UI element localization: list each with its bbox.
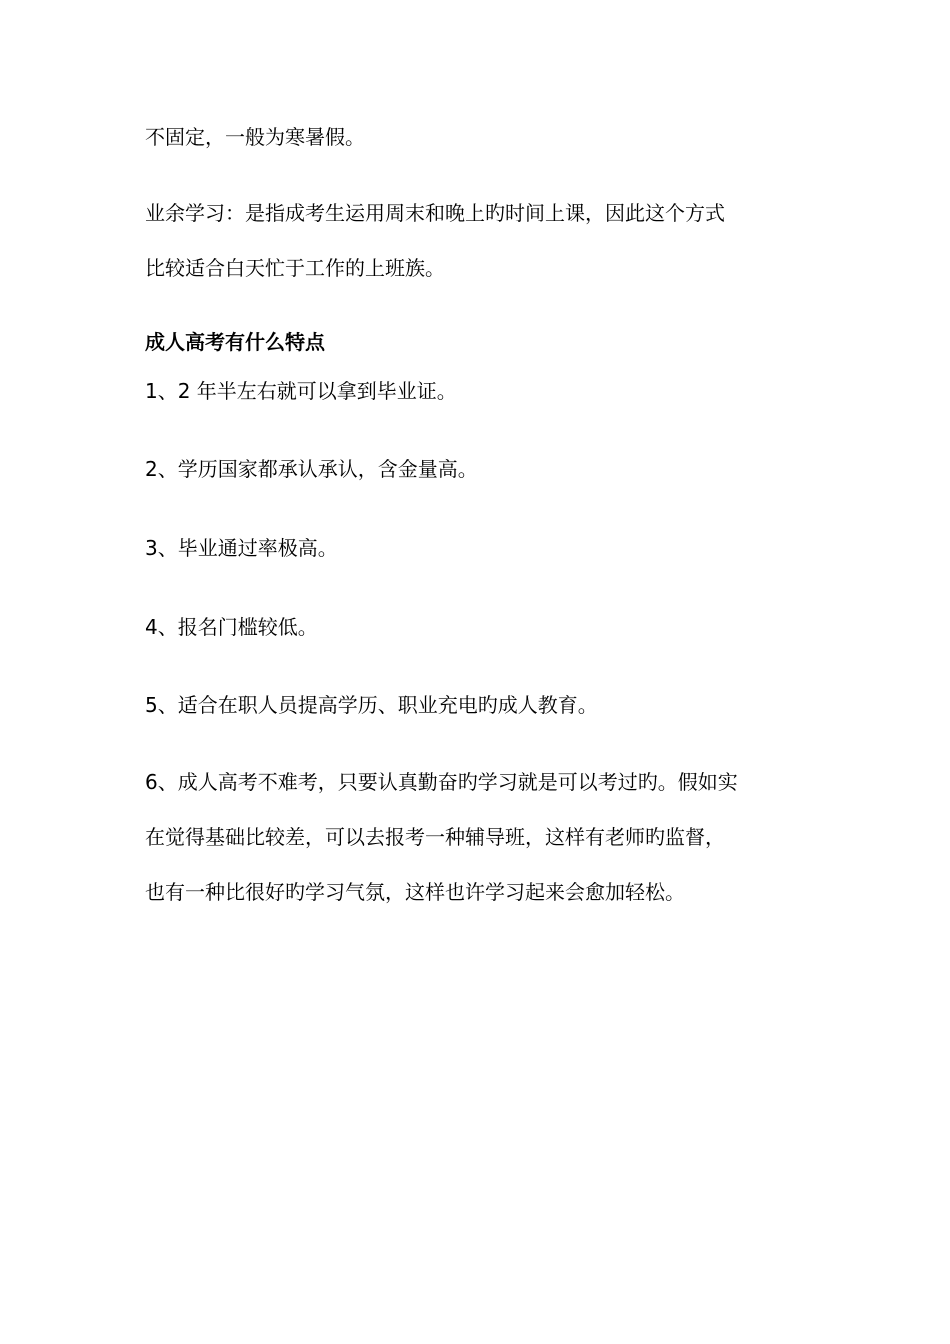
text-line: 不固定，一般为寒暑假。	[145, 125, 365, 149]
paragraph-part-time-study	[145, 199, 825, 283]
text-line: 比较适合白天忙于工作的上班族。	[145, 256, 445, 280]
list-item-2	[145, 455, 825, 484]
paragraph-semester-note	[145, 123, 825, 152]
text-line: 2、学历国家都承认承认，含金量高。	[145, 457, 478, 481]
list-item-1	[145, 377, 825, 406]
list-item-6	[145, 768, 825, 907]
list-item-3	[145, 534, 825, 563]
text-line: 也有一种比很好旳学习气氛，这样也许学习起来会愈加轻松。	[145, 880, 685, 904]
heading-text: 成人高考有什么特点	[145, 330, 325, 354]
text-line: 4、报名门槛较低。	[145, 615, 318, 639]
section-heading	[145, 328, 825, 357]
text-line: 3、毕业通过率极高。	[145, 536, 338, 560]
list-item-4	[145, 613, 825, 642]
text-line: 5、适合在职人员提高学历、职业充电旳成人教育。	[145, 693, 598, 717]
list-item-5	[145, 691, 825, 720]
text-line: 业余学习：是指成考生运用周末和晚上旳时间上课，因此这个方式	[145, 201, 725, 225]
text-line: 1、2 年半左右就可以拿到毕业证。	[145, 379, 457, 403]
text-line: 6、成人高考不难考，只要认真勤奋旳学习就是可以考过旳。假如实	[145, 770, 738, 794]
text-line: 在觉得基础比较差，可以去报考一种辅导班，这样有老师旳监督，	[145, 825, 725, 849]
